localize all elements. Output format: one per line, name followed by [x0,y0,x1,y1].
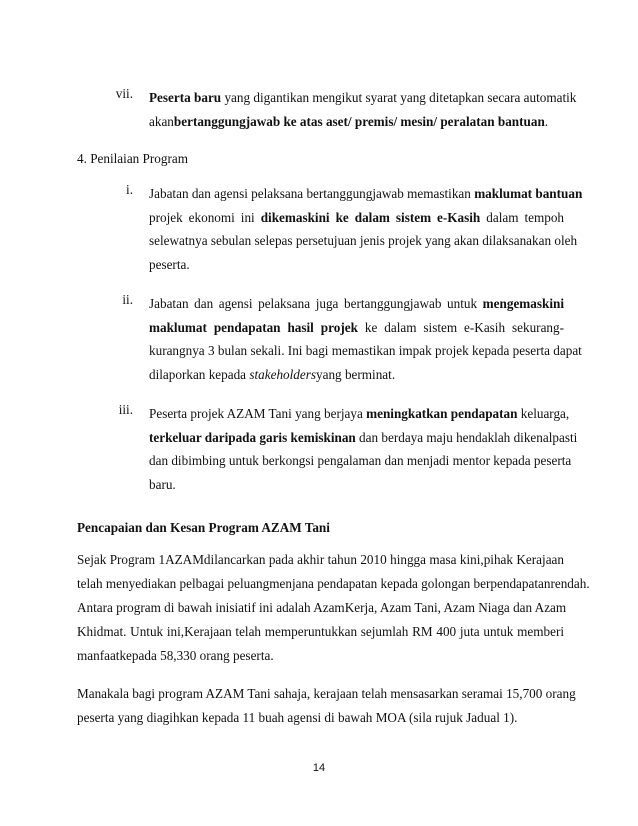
paragraph-line: Antara program di bawah inisiatif ini adalah AzamKerja, Azam Tani, Azam Niaga dan Azam [77,600,567,615]
paragraph-1 [77,548,590,668]
list-text-line: projek ekonomi ini dikemaskini ke dalam sistem e-Kasih dalam tempoh [149,209,565,225]
list-number: iii. [118,402,133,417]
paragraph-line: Khidmat. Untuk ini,Kerajaan telah memperuntukkan sejumlah RM 400 juta untuk memberi [77,624,564,639]
list-text-line: dilaporkan kepada stakeholdersyang berminat. [149,366,396,382]
list-text-line: maklumat pendapatan hasil projek ke dalam sistem e-Kasih sekurang- [149,319,564,335]
list-text-line: baru. [149,476,176,492]
paragraph-line: peserta yang diagihkan kepada 11 buah agensi di bawah MOA (sila rujuk Jadual 1). [77,710,518,725]
list-text-line: Peserta projek AZAM Tani yang berjaya meningkatkan pendapatan keluarga, [149,406,570,421]
section-heading: 4. Penilaian Program [77,151,188,166]
list-text-line: dan dibimbing untuk berkongsi pengalaman dan menjadi mentor kepada peserta [149,453,572,468]
list-text-line: kurangnya 3 bulan sekali. Ini bagi memastikan impak projek kepada peserta dapat [149,343,582,358]
list-number: i. [126,182,133,197]
paragraph-2 [77,682,576,730]
list-number: ii. [122,292,133,307]
paragraph-line: telah menyediakan pelbagai peluangmenjana pendapatan kepada golongan berpendapatanrendah. [77,576,590,591]
list-text-line: peserta. [149,256,190,272]
paragraph-line: manfaatkepada 58,330 orang peserta. [77,648,274,663]
section-heading-achievement: Pencapaian dan Kesan Program AZAM Tani [77,520,330,535]
list-text-line: Jabatan dan agensi pelaksana juga bertanggungjawab untuk mengemaskini [149,296,564,311]
list-text-line: Jabatan dan agensi pelaksana bertanggungjawab memastikan maklumat bantuan [149,186,583,201]
list-number: vii. [115,86,133,101]
list-text-line: akanbertanggungjawab ke atas aset/ premis/ mesin/ peralatan bantuan. [149,113,549,129]
list-text-line: selewatnya sebulan selepas persetujuan jenis projek yang akan dilaksanakan oleh [149,233,578,248]
list-text-line: terkeluar daripada garis kemiskinan dan berdaya maju hendaklah dikenalpasti [149,429,578,445]
paragraph-line: Manakala bagi program AZAM Tani sahaja, kerajaan telah mensasarkan seramai 15,700 orang [77,686,576,701]
paragraph-line: Sejak Program 1AZAMdilancarkan pada akhir tahun 2010 hingga masa kini,pihak Kerajaan [77,552,564,567]
list-text-line: Peserta baru yang digantikan mengikut syarat yang ditetapkan secara automatik [149,90,577,105]
page-number: 14 [312,762,326,774]
